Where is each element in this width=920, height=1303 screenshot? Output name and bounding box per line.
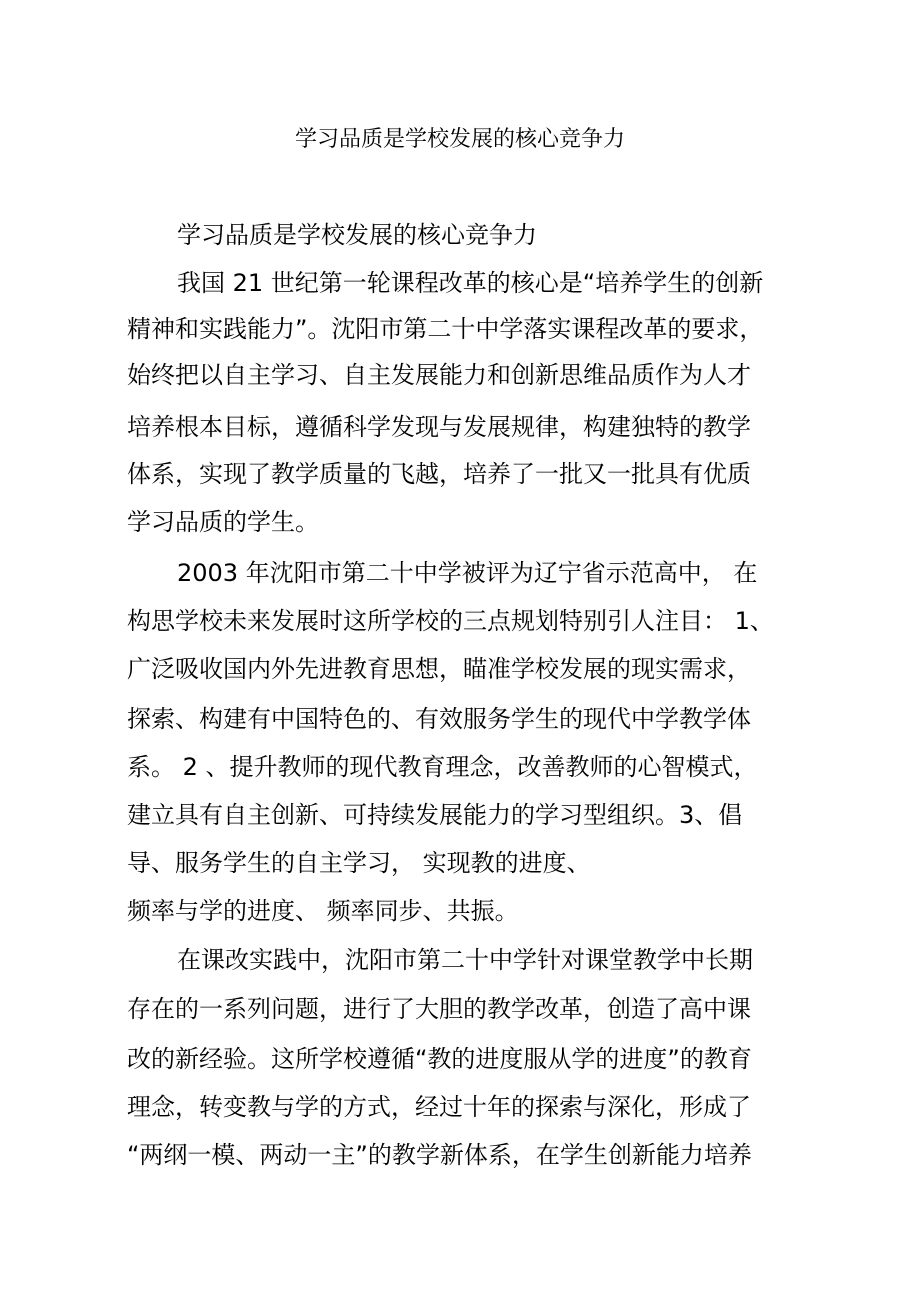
paragraph-line: 体系，实现了教学质量的飞越，培养了一批又一批具有优质 <box>127 460 751 488</box>
paragraph-line: 系。 2 、提升教师的现代教育理念，改善教师的心智模式， <box>127 753 758 781</box>
paragraph-line: 在课改实践中，沈阳市第二十中学针对课堂教学中长期 <box>177 946 753 974</box>
paragraph-line: “两纲一模、两动一主”的教学新体系，在学生创新能力培养 <box>127 1141 752 1169</box>
paragraph-line: 学习品质的学生。 <box>127 508 319 536</box>
section-heading: 学习品质是学校发展的核心竞争力 <box>177 221 537 249</box>
paragraph-line: 频率与学的进度、 频率同步、共振。 <box>127 897 519 925</box>
paragraph-line: 2003 年沈阳市第二十中学被评为辽宁省示范高中， 在 <box>177 559 758 587</box>
paragraph-line: 改的新经验。这所学校遵循“教的进度服从学的进度”的教育 <box>127 1045 752 1073</box>
paragraph-line: 建立具有自主创新、可持续发展能力的学习型组织。3、倡 <box>127 801 743 829</box>
paragraph-line: 理念，转变教与学的方式，经过十年的探索与深化，形成了 <box>127 1093 751 1121</box>
paragraph-line: 探索、构建有中国特色的、有效服务学生的现代中学教学体 <box>127 705 751 733</box>
paragraph-line: 精神和实践能力”。沈阳市第二十中学落实课程改革的要求， <box>127 315 764 343</box>
paragraph-line: 导、服务学生的自主学习， 实现教的进度、 <box>127 849 591 877</box>
document-title: 学习品质是学校发展的核心竞争力 <box>294 127 625 152</box>
paragraph-line: 存在的一系列问题，进行了大胆的教学改革，创造了高中课 <box>127 995 751 1023</box>
paragraph-line: 始终把以自主学习、自主发展能力和创新思维品质作为人才 <box>127 361 751 389</box>
paragraph-line: 我国 21 世纪第一轮课程改革的核心是“培养学生的创新 <box>177 269 764 297</box>
paragraph-line: 广泛吸收国内外先进教育思想，瞄准学校发展的现实需求， <box>127 655 751 683</box>
paragraph-line: 构思学校未来发展时这所学校的三点规划特别引人注目： 1、 <box>127 607 774 635</box>
paragraph-line: 培养根本目标，遵循科学发现与发展规律，构建独特的教学 <box>127 413 751 441</box>
